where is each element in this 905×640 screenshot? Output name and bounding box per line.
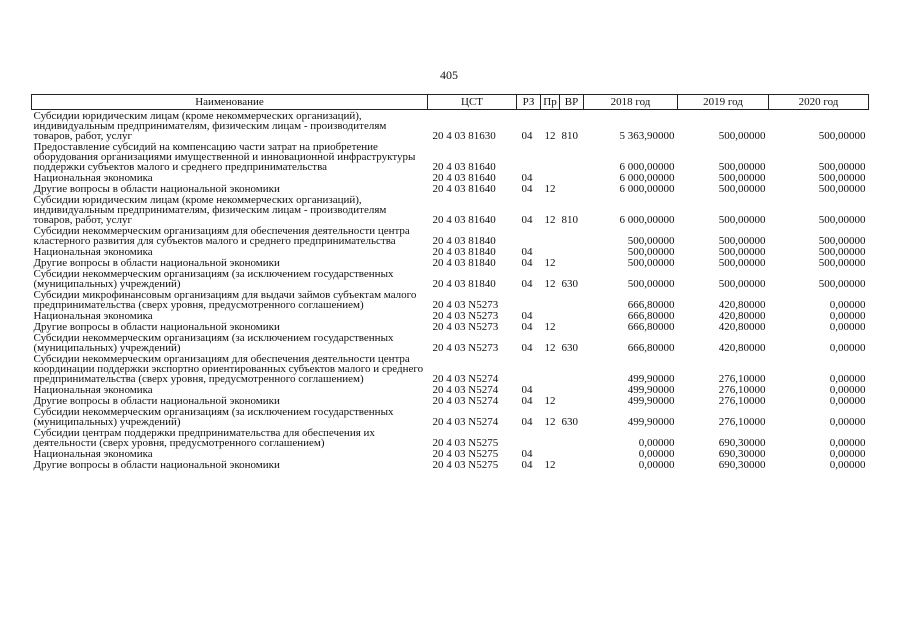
row-2018-cell: 500,00000 — [627, 235, 675, 247]
row-vr-cell: 630 — [561, 342, 578, 354]
row-cst-cell: 20 4 03 N5274 — [432, 373, 499, 385]
row-2019-cell: 420,80000 — [718, 321, 766, 333]
row-rz-cell: 04 — [521, 342, 533, 354]
row-cst-cell: 20 4 03 N5273 — [432, 299, 499, 311]
row-name-cell: Субсидии центрам поддержки предпринимательства для обеспечения их деятельности (сверх уровня, предусмотренного соглашением) — [33, 427, 375, 449]
row-name-cell: Национальная экономика — [33, 246, 153, 258]
row-rz-cell: 04 — [521, 395, 533, 407]
row-rz-cell: 04 — [521, 384, 533, 396]
row-cst-cell: 20 4 03 81640 — [432, 161, 496, 173]
row-rz-cell: 04 — [521, 172, 533, 184]
row-vr-cell — [560, 321, 584, 332]
row-vr-cell — [560, 384, 584, 395]
row-vr-cell: 810 — [561, 130, 578, 142]
row-vr-cell — [560, 459, 584, 470]
row-2019-cell: 276,10000 — [718, 373, 766, 385]
row-cst-cell: 20 4 03 81840 — [432, 278, 496, 290]
row-2018-cell: 499,90000 — [627, 373, 675, 385]
row-rz-cell: 04 — [521, 214, 533, 226]
table-row — [32, 406, 869, 427]
table-row — [32, 268, 869, 289]
row-rz-cell: 04 — [521, 459, 533, 471]
table-row — [32, 172, 869, 183]
table-row — [32, 257, 869, 268]
row-pr-cell — [541, 427, 560, 448]
row-2019-cell: 690,30000 — [718, 437, 766, 449]
row-2018-cell: 499,90000 — [627, 416, 675, 428]
row-2018-cell: 0,00000 — [638, 437, 675, 449]
row-pr-cell: 12 — [544, 321, 556, 333]
row-cst-cell: 20 4 03 N5274 — [432, 395, 499, 407]
row-2019-cell: 500,00000 — [718, 235, 766, 247]
row-rz-cell: 04 — [521, 257, 533, 269]
row-name-cell: Национальная экономика — [33, 384, 153, 396]
row-2020-cell: 500,00000 — [818, 235, 866, 247]
row-pr-cell: 12 — [544, 130, 556, 142]
row-2018-cell: 499,90000 — [627, 384, 675, 396]
row-2019-cell: 276,10000 — [718, 416, 766, 428]
row-rz-cell: 04 — [521, 183, 533, 195]
row-name-cell: Субсидии некоммерческим организациям для обеспечения деятельности центра координации поддержки экспортно ориентированных субъектов малого и среднего предпринимательства (сверх уровня, предусмотренного соглашением) — [33, 353, 424, 385]
row-2020-cell: 500,00000 — [818, 130, 866, 142]
row-pr-cell — [541, 310, 560, 321]
row-2018-cell: 666,80000 — [627, 342, 675, 354]
table-header-row — [32, 95, 869, 110]
row-vr-cell — [560, 353, 584, 384]
row-2019-cell: 500,00000 — [718, 246, 766, 258]
row-vr-cell — [560, 427, 584, 448]
table-row — [32, 384, 869, 395]
header-2019: 2019 год — [678, 95, 769, 110]
row-2020-cell: 0,00000 — [829, 395, 866, 407]
row-rz-cell — [517, 141, 541, 172]
table-row — [32, 353, 869, 384]
row-vr-cell: 630 — [561, 278, 578, 290]
row-pr-cell — [541, 353, 560, 384]
table-row — [32, 225, 869, 246]
row-2019-cell: 420,80000 — [718, 299, 766, 311]
row-name-cell: Другие вопросы в области национальной экономики — [33, 321, 280, 333]
row-2018-cell: 666,80000 — [627, 321, 675, 333]
row-pr-cell: 12 — [544, 278, 556, 290]
row-rz-cell — [517, 353, 541, 384]
row-name-cell: Национальная экономика — [33, 310, 153, 322]
table-row — [32, 246, 869, 257]
row-vr-cell — [560, 310, 584, 321]
row-2020-cell: 0,00000 — [829, 416, 866, 428]
row-2019-cell: 500,00000 — [718, 161, 766, 173]
header-name: Наименование — [32, 95, 428, 110]
row-name-cell: Предоставление субсидий на компенсацию части затрат на приобретение оборудования организациями имущественной и инновационной инфраструктуры поддержки субъектов малого и среднего предпринимательства — [33, 141, 416, 173]
row-pr-cell — [541, 141, 560, 172]
row-name-cell: Субсидии некоммерческим организациям (за исключением государственных (муниципальных) учреждений) — [33, 268, 394, 290]
row-name-cell: Другие вопросы в области национальной экономики — [33, 459, 280, 471]
row-vr-cell — [560, 172, 584, 183]
row-pr-cell: 12 — [544, 257, 556, 269]
row-cst-cell: 20 4 03 81640 — [432, 214, 496, 226]
row-rz-cell: 04 — [521, 310, 533, 322]
header-pr: Пр — [541, 95, 560, 110]
row-2018-cell: 500,00000 — [627, 257, 675, 269]
row-name-cell: Субсидии некоммерческим организациям (за исключением государственных (муниципальных) учреждений) — [33, 332, 394, 354]
row-cst-cell: 20 4 03 81640 — [432, 183, 496, 195]
row-pr-cell: 12 — [544, 459, 556, 471]
row-pr-cell: 12 — [544, 395, 556, 407]
row-vr-cell — [560, 395, 584, 406]
row-2018-cell: 500,00000 — [627, 278, 675, 290]
table-row — [32, 310, 869, 321]
row-2019-cell: 500,00000 — [718, 257, 766, 269]
row-2019-cell: 690,30000 — [718, 459, 766, 471]
row-2018-cell: 666,80000 — [627, 299, 675, 311]
table-row — [32, 141, 869, 172]
row-rz-cell: 04 — [521, 448, 533, 460]
row-pr-cell: 12 — [544, 342, 556, 354]
row-cst-cell: 20 4 03 N5273 — [432, 342, 499, 354]
row-rz-cell: 04 — [521, 246, 533, 258]
row-name-cell: Субсидии юридическим лицам (кроме некоммерческих организаций), индивидуальным предпринимателям, физическим лицам - производителям товаров, работ, услуг — [33, 110, 387, 142]
row-cst-cell: 20 4 03 81840 — [432, 246, 496, 258]
row-2020-cell: 0,00000 — [829, 384, 866, 396]
row-2019-cell: 420,80000 — [718, 310, 766, 322]
row-2020-cell: 0,00000 — [829, 310, 866, 322]
page-number: 405 — [440, 68, 458, 82]
budget-table — [31, 94, 869, 470]
row-2020-cell: 500,00000 — [818, 246, 866, 258]
table-body — [32, 110, 869, 471]
header-rz: РЗ — [517, 95, 541, 110]
row-rz-cell: 04 — [521, 416, 533, 428]
row-2019-cell: 500,00000 — [718, 130, 766, 142]
table-row — [32, 183, 869, 194]
row-vr-cell — [560, 141, 584, 172]
row-2020-cell: 0,00000 — [829, 373, 866, 385]
row-2019-cell: 276,10000 — [718, 384, 766, 396]
row-name-cell: Субсидии юридическим лицам (кроме некоммерческих организаций), индивидуальным предпринимателям, физическим лицам - производителям товаров, работ, услуг — [33, 194, 387, 226]
row-2020-cell: 0,00000 — [829, 342, 866, 354]
row-2018-cell: 5 363,90000 — [619, 130, 675, 142]
row-cst-cell: 20 4 03 81640 — [432, 172, 496, 184]
row-pr-cell — [541, 172, 560, 183]
row-pr-cell: 12 — [544, 183, 556, 195]
row-pr-cell: 12 — [544, 214, 556, 226]
row-2018-cell: 666,80000 — [627, 310, 675, 322]
row-2020-cell: 0,00000 — [829, 299, 866, 311]
row-2020-cell: 500,00000 — [818, 172, 866, 184]
row-name-cell: Субсидии некоммерческим организациям для обеспечения деятельности центра кластерного развития для субъектов малого и среднего предпринимательства — [33, 225, 410, 247]
row-cst-cell: 20 4 03 N5274 — [432, 416, 499, 428]
row-pr-cell — [541, 384, 560, 395]
header-vr: ВР — [560, 95, 584, 110]
row-vr-cell — [560, 257, 584, 268]
row-vr-cell: 630 — [561, 416, 578, 428]
row-2019-cell: 500,00000 — [718, 214, 766, 226]
row-2019-cell: 690,30000 — [718, 448, 766, 460]
row-rz-cell — [517, 427, 541, 448]
row-2020-cell: 500,00000 — [818, 278, 866, 290]
row-name-cell: Другие вопросы в области национальной экономики — [33, 183, 280, 195]
row-2019-cell: 420,80000 — [718, 342, 766, 354]
row-2019-cell: 276,10000 — [718, 395, 766, 407]
row-2019-cell: 500,00000 — [718, 172, 766, 184]
table-row — [32, 459, 869, 470]
row-rz-cell — [517, 289, 541, 310]
row-vr-cell — [560, 183, 584, 194]
row-cst-cell: 20 4 03 81840 — [432, 257, 496, 269]
table-row — [32, 332, 869, 353]
row-2018-cell: 499,90000 — [627, 395, 675, 407]
table-row — [32, 427, 869, 448]
table-row — [32, 448, 869, 459]
row-cst-cell: 20 4 03 N5274 — [432, 384, 499, 396]
row-vr-cell: 810 — [561, 214, 578, 226]
row-pr-cell — [541, 448, 560, 459]
table-row — [32, 395, 869, 406]
row-2018-cell: 6 000,00000 — [619, 214, 675, 226]
row-2018-cell: 0,00000 — [638, 448, 675, 460]
row-2020-cell: 500,00000 — [818, 214, 866, 226]
row-2018-cell: 6 000,00000 — [619, 183, 675, 195]
row-cst-cell: 20 4 03 81630 — [432, 130, 496, 142]
row-cst-cell: 20 4 03 81840 — [432, 235, 496, 247]
row-rz-cell: 04 — [521, 130, 533, 142]
row-cst-cell: 20 4 03 N5273 — [432, 310, 499, 322]
header-2018: 2018 год — [584, 95, 678, 110]
row-name-cell: Другие вопросы в области национальной экономики — [33, 395, 280, 407]
row-2018-cell: 6 000,00000 — [619, 172, 675, 184]
row-2018-cell: 500,00000 — [627, 246, 675, 258]
row-2020-cell: 500,00000 — [818, 257, 866, 269]
header-2020: 2020 год — [769, 95, 869, 110]
row-vr-cell — [560, 289, 584, 310]
row-2018-cell: 0,00000 — [638, 459, 675, 471]
table-row — [32, 289, 869, 310]
row-cst-cell: 20 4 03 N5275 — [432, 437, 499, 449]
row-name-cell: Субсидии микрофинансовым организациям для выдачи займов субъектам малого предпринимательства (сверх уровня, предусмотренного соглашением) — [33, 289, 417, 311]
row-2020-cell: 0,00000 — [829, 321, 866, 333]
row-cst-cell: 20 4 03 N5273 — [432, 321, 499, 333]
row-rz-cell — [517, 225, 541, 246]
table-row — [32, 110, 869, 142]
row-name-cell: Национальная экономика — [33, 448, 153, 460]
row-rz-cell: 04 — [521, 321, 533, 333]
row-cst-cell: 20 4 03 N5275 — [432, 459, 499, 471]
row-name-cell: Другие вопросы в области национальной экономики — [33, 257, 280, 269]
row-name-cell: Национальная экономика — [33, 172, 153, 184]
row-2020-cell: 500,00000 — [818, 161, 866, 173]
row-pr-cell — [541, 246, 560, 257]
row-cst-cell: 20 4 03 N5275 — [432, 448, 499, 460]
row-pr-cell — [541, 289, 560, 310]
header-cst: ЦСТ — [428, 95, 517, 110]
row-2020-cell: 0,00000 — [829, 448, 866, 460]
row-pr-cell — [541, 225, 560, 246]
row-2019-cell: 500,00000 — [718, 183, 766, 195]
row-vr-cell — [560, 225, 584, 246]
row-rz-cell: 04 — [521, 278, 533, 290]
table-row — [32, 194, 869, 225]
row-vr-cell — [560, 246, 584, 257]
row-2020-cell: 500,00000 — [818, 183, 866, 195]
row-name-cell: Субсидии некоммерческим организациям (за исключением государственных (муниципальных) учреждений) — [33, 406, 394, 428]
row-2018-cell: 6 000,00000 — [619, 161, 675, 173]
table-row — [32, 321, 869, 332]
row-vr-cell — [560, 448, 584, 459]
row-pr-cell: 12 — [544, 416, 556, 428]
row-2020-cell: 0,00000 — [829, 459, 866, 471]
row-2020-cell: 0,00000 — [829, 437, 866, 449]
row-2019-cell: 500,00000 — [718, 278, 766, 290]
